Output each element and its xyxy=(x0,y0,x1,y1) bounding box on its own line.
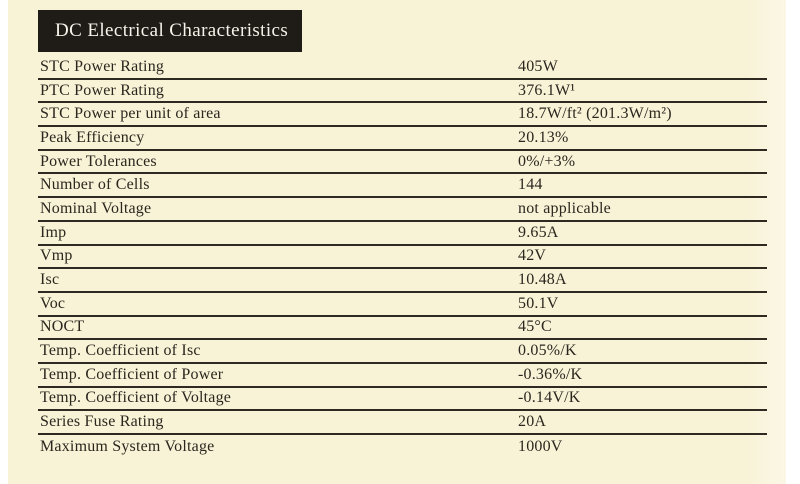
row-value: 20.13% xyxy=(518,128,569,146)
row-label: Temp. Coefficient of Isc xyxy=(40,342,201,360)
row-value: 20A xyxy=(518,413,547,431)
row-label: Temp. Coefficient of Voltage xyxy=(40,389,232,407)
row-value: 45°C xyxy=(518,318,552,336)
row-label: STC Power Rating xyxy=(40,57,165,75)
section-header xyxy=(38,10,302,52)
row-label: Maximum System Voltage xyxy=(40,437,215,455)
row-label: Power Tolerances xyxy=(40,152,157,170)
table-row xyxy=(38,411,767,435)
table-row xyxy=(38,340,767,364)
row-value: -0.14V/K xyxy=(518,389,581,407)
row-label: STC Power per unit of area xyxy=(40,105,221,123)
table-row xyxy=(38,56,767,80)
section-header-title: DC Electrical Characteristics xyxy=(55,20,289,41)
row-value: 10.48A xyxy=(518,271,567,289)
row-label: Voc xyxy=(40,294,66,312)
row-value: -0.36%/K xyxy=(518,365,583,383)
row-label: Vmp xyxy=(40,247,73,265)
row-label: Series Fuse Rating xyxy=(40,413,164,431)
row-label: Temp. Coefficient of Power xyxy=(40,365,224,383)
content-panel xyxy=(8,0,786,484)
table-row xyxy=(38,246,767,270)
row-value: 50.1V xyxy=(518,294,559,312)
row-value: 1000V xyxy=(518,437,563,455)
table-row xyxy=(38,80,767,104)
table-row xyxy=(38,269,767,293)
table-row xyxy=(38,222,767,246)
row-value: 144 xyxy=(518,176,543,194)
row-label: Number of Cells xyxy=(40,176,150,194)
table-row xyxy=(38,198,767,222)
table-row xyxy=(38,388,767,412)
row-value: not applicable xyxy=(518,199,611,217)
row-value: 376.1W¹ xyxy=(518,81,576,99)
table-row xyxy=(38,127,767,151)
row-value: 42V xyxy=(518,247,547,265)
row-value: 405W xyxy=(518,57,558,75)
row-value: 18.7W/ft² (201.3W/m²) xyxy=(518,105,672,123)
row-value: 0.05%/K xyxy=(518,342,577,360)
spec-table xyxy=(38,56,767,459)
row-label: PTC Power Rating xyxy=(40,81,165,99)
table-row xyxy=(38,151,767,175)
row-value: 0%/+3% xyxy=(518,152,576,170)
table-row xyxy=(38,103,767,127)
table-row xyxy=(38,293,767,317)
row-label: NOCT xyxy=(40,318,85,336)
table-row xyxy=(38,174,767,198)
row-label: Peak Efficiency xyxy=(40,128,145,146)
row-label: Isc xyxy=(40,271,60,289)
row-value: 9.65A xyxy=(518,223,559,241)
table-row xyxy=(38,317,767,341)
row-label: Imp xyxy=(40,223,67,241)
table-row xyxy=(38,435,767,459)
table-row xyxy=(38,364,767,388)
row-label: Nominal Voltage xyxy=(40,199,152,217)
